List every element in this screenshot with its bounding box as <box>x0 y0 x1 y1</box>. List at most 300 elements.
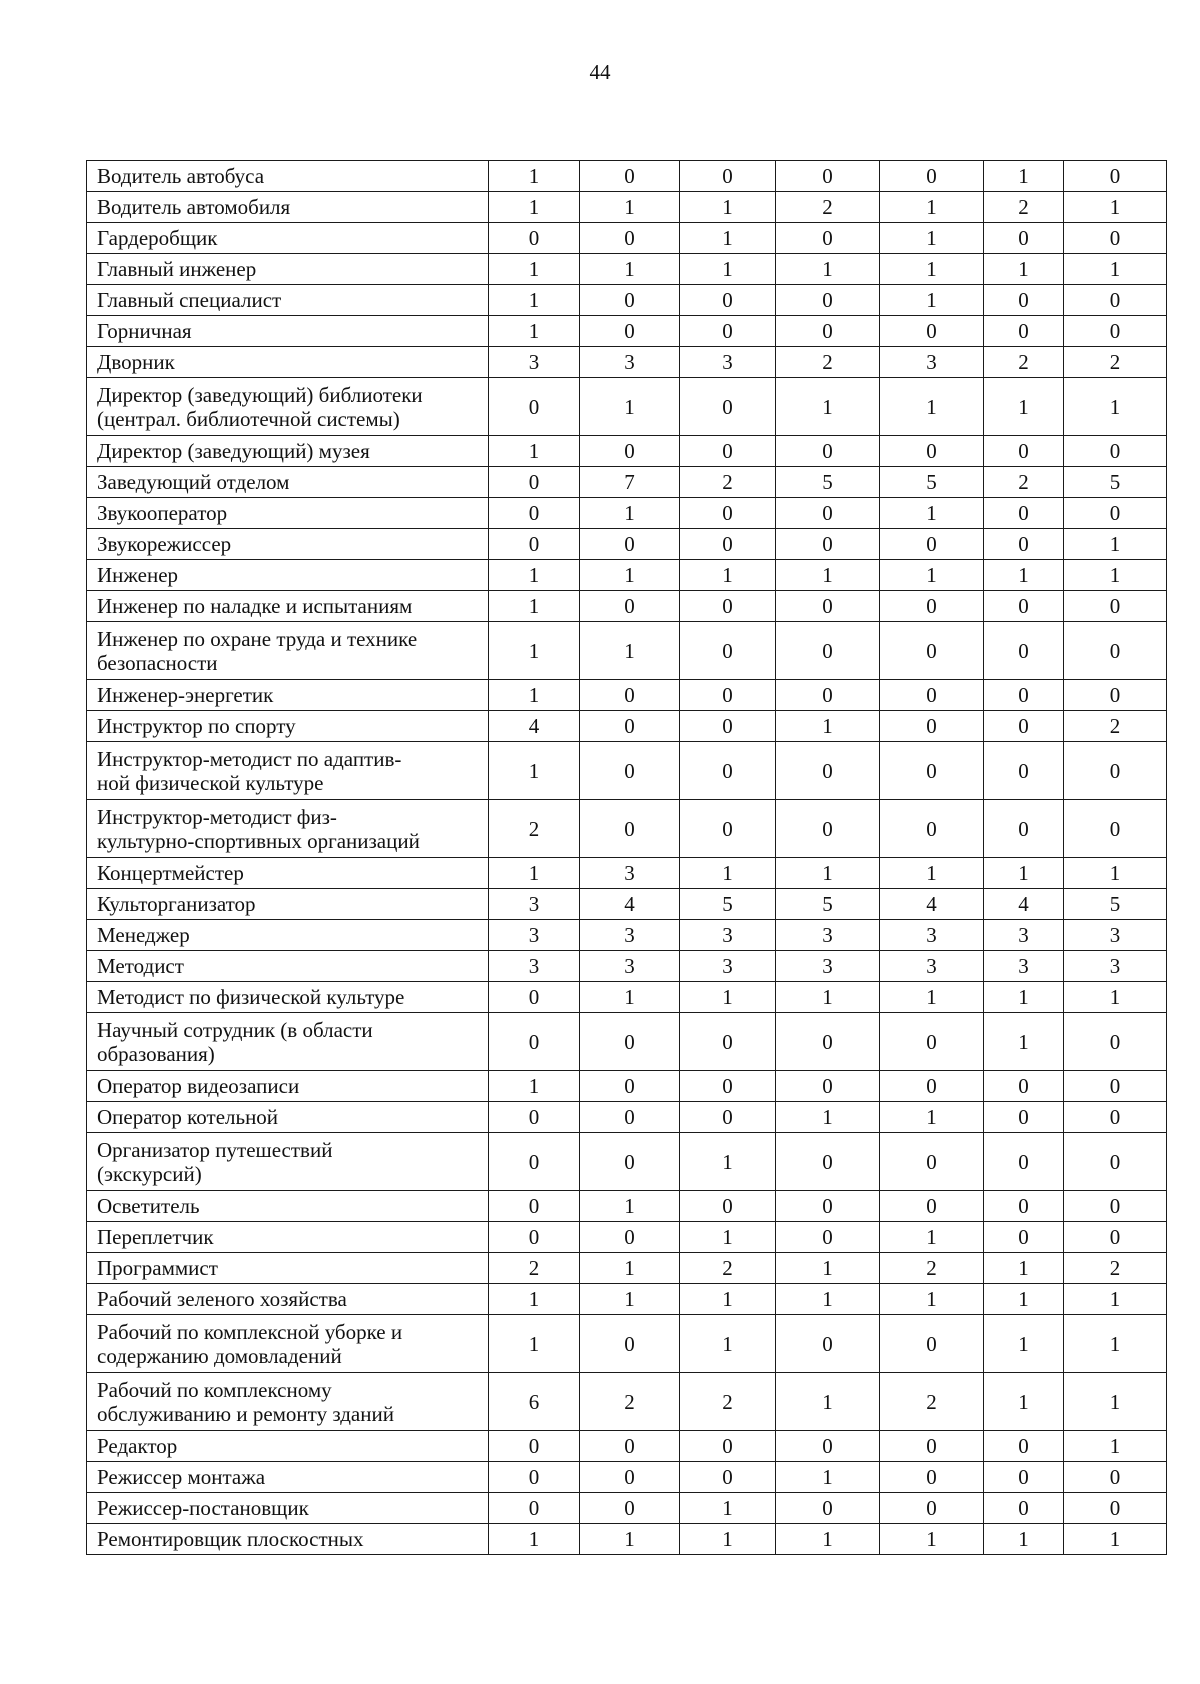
position-name-cell <box>87 347 489 378</box>
value-cell: 0 <box>776 1315 880 1373</box>
value-cell: 0 <box>880 1013 984 1071</box>
value-cell: 4 <box>880 889 984 920</box>
position-name-line: Звукооператор <box>97 501 228 525</box>
value-cell: 1 <box>580 378 680 436</box>
position-name-cell <box>87 1524 489 1555</box>
value-cell: 0 <box>984 316 1064 347</box>
table-row <box>87 378 1167 436</box>
value-cell: 0 <box>680 800 776 858</box>
value-cell: 0 <box>1064 161 1167 192</box>
value-cell: 0 <box>776 800 880 858</box>
value-cell: 1 <box>580 560 680 591</box>
page-number: 44 <box>589 60 611 84</box>
value-cell: 0 <box>1064 591 1167 622</box>
value-cell: 3 <box>580 347 680 378</box>
position-name-line: Рабочий по комплексному <box>97 1377 332 1402</box>
position-name-line: Горничная <box>97 319 192 343</box>
position-name-line: Осветитель <box>97 1194 200 1218</box>
value-cell: 1 <box>489 680 580 711</box>
value-cell: 3 <box>680 347 776 378</box>
value-cell: 0 <box>880 1462 984 1493</box>
value-cell: 0 <box>1064 622 1167 680</box>
value-cell: 1 <box>580 1524 680 1555</box>
value-cell: 0 <box>580 1071 680 1102</box>
position-name-line: Главный специалист <box>97 288 282 312</box>
value-cell: 1 <box>580 1253 680 1284</box>
value-cell: 0 <box>776 591 880 622</box>
position-name-line: Организатор путешествий <box>97 1137 333 1162</box>
value-cell: 3 <box>880 920 984 951</box>
position-name-line: Дворник <box>97 350 175 374</box>
value-cell: 0 <box>580 436 680 467</box>
position-name-line: Водитель автомобиля <box>97 195 291 219</box>
value-cell: 0 <box>1064 1222 1167 1253</box>
value-cell: 0 <box>680 680 776 711</box>
value-cell: 5 <box>1064 467 1167 498</box>
value-cell: 1 <box>880 378 984 436</box>
value-cell: 0 <box>580 316 680 347</box>
value-cell: 1 <box>680 254 776 285</box>
value-cell: 0 <box>1064 436 1167 467</box>
value-cell: 0 <box>580 711 680 742</box>
value-cell: 1 <box>984 254 1064 285</box>
position-name-cell <box>87 858 489 889</box>
position-name-cell <box>87 223 489 254</box>
value-cell: 1 <box>1064 1315 1167 1373</box>
value-cell: 3 <box>489 920 580 951</box>
value-cell: 3 <box>984 920 1064 951</box>
value-cell: 0 <box>880 622 984 680</box>
value-cell: 5 <box>776 889 880 920</box>
position-name-line: Инженер-энергетик <box>97 683 274 707</box>
table-row <box>87 711 1167 742</box>
value-cell: 1 <box>984 1524 1064 1555</box>
table-row <box>87 436 1167 467</box>
value-cell: 0 <box>680 622 776 680</box>
value-cell: 1 <box>984 1253 1064 1284</box>
value-cell: 0 <box>880 742 984 800</box>
position-name-cell <box>87 1431 489 1462</box>
value-cell: 0 <box>680 711 776 742</box>
value-cell: 0 <box>580 529 680 560</box>
table-row <box>87 254 1167 285</box>
table-row <box>87 560 1167 591</box>
position-name-cell <box>87 1493 489 1524</box>
value-cell: 3 <box>776 920 880 951</box>
position-name-line: Водитель автобуса <box>97 164 265 188</box>
value-cell: 0 <box>880 1315 984 1373</box>
value-cell: 1 <box>580 498 680 529</box>
position-name-cell <box>87 1315 489 1373</box>
position-name-line: (экскурсий) <box>97 1161 202 1186</box>
value-cell: 0 <box>776 1222 880 1253</box>
value-cell: 0 <box>984 1191 1064 1222</box>
value-cell: 1 <box>776 254 880 285</box>
value-cell: 1 <box>880 1524 984 1555</box>
table-row <box>87 1462 1167 1493</box>
value-cell: 1 <box>680 1315 776 1373</box>
position-name-line: ной физической культуре <box>97 770 324 795</box>
value-cell: 0 <box>1064 1462 1167 1493</box>
value-cell: 1 <box>1064 1524 1167 1555</box>
value-cell: 0 <box>984 742 1064 800</box>
value-cell: 0 <box>1064 1133 1167 1191</box>
position-name-cell <box>87 316 489 347</box>
value-cell: 2 <box>984 467 1064 498</box>
position-name-line: Культорганизатор <box>97 892 256 916</box>
position-name-cell <box>87 285 489 316</box>
value-cell: 0 <box>880 711 984 742</box>
value-cell: 1 <box>984 1315 1064 1373</box>
position-name-line: Менеджер <box>97 923 190 947</box>
value-cell: 0 <box>984 436 1064 467</box>
value-cell: 0 <box>880 529 984 560</box>
value-cell: 0 <box>880 800 984 858</box>
value-cell: 1 <box>489 858 580 889</box>
value-cell: 1 <box>880 560 984 591</box>
value-cell: 1 <box>1064 192 1167 223</box>
position-name-cell <box>87 1102 489 1133</box>
value-cell: 0 <box>776 680 880 711</box>
value-cell: 0 <box>1064 742 1167 800</box>
value-cell: 0 <box>984 529 1064 560</box>
value-cell: 0 <box>580 800 680 858</box>
position-name-line: Инженер по охране труда и технике <box>97 626 418 651</box>
position-name-cell <box>87 591 489 622</box>
value-cell: 0 <box>880 1071 984 1102</box>
position-name-cell <box>87 192 489 223</box>
value-cell: 1 <box>580 1191 680 1222</box>
position-name-line: обслуживанию и ремонту зданий <box>97 1401 394 1426</box>
value-cell: 0 <box>984 800 1064 858</box>
value-cell: 1 <box>776 1253 880 1284</box>
value-cell: 2 <box>489 800 580 858</box>
value-cell: 0 <box>680 161 776 192</box>
value-cell: 3 <box>880 347 984 378</box>
value-cell: 0 <box>984 1071 1064 1102</box>
position-name-line: культурно-спортивных организаций <box>97 828 420 853</box>
value-cell: 0 <box>1064 285 1167 316</box>
value-cell: 3 <box>984 951 1064 982</box>
value-cell: 1 <box>489 622 580 680</box>
position-name-line: Ремонтировщик плоскостных <box>97 1527 364 1551</box>
position-name-line: Научный сотрудник (в области <box>97 1017 373 1042</box>
value-cell: 0 <box>776 529 880 560</box>
value-cell: 0 <box>984 680 1064 711</box>
value-cell: 1 <box>776 858 880 889</box>
value-cell: 7 <box>580 467 680 498</box>
value-cell: 0 <box>580 223 680 254</box>
value-cell: 0 <box>680 1013 776 1071</box>
value-cell: 2 <box>880 1373 984 1431</box>
position-name-cell <box>87 1462 489 1493</box>
value-cell: 0 <box>680 591 776 622</box>
value-cell: 1 <box>880 982 984 1013</box>
value-cell: 1 <box>680 1284 776 1315</box>
value-cell: 0 <box>489 1493 580 1524</box>
position-name-cell <box>87 467 489 498</box>
value-cell: 1 <box>984 560 1064 591</box>
value-cell: 0 <box>880 1493 984 1524</box>
table-row <box>87 529 1167 560</box>
value-cell: 0 <box>680 378 776 436</box>
position-name-line: Редактор <box>97 1434 178 1458</box>
position-name-cell <box>87 1133 489 1191</box>
value-cell: 2 <box>776 192 880 223</box>
value-cell: 0 <box>1064 1071 1167 1102</box>
position-name-cell <box>87 742 489 800</box>
value-cell: 3 <box>776 951 880 982</box>
value-cell: 1 <box>776 711 880 742</box>
value-cell: 1 <box>984 858 1064 889</box>
value-cell: 1 <box>984 1373 1064 1431</box>
value-cell: 0 <box>580 1431 680 1462</box>
value-cell: 1 <box>1064 1431 1167 1462</box>
value-cell: 1 <box>776 378 880 436</box>
value-cell: 0 <box>776 1431 880 1462</box>
value-cell: 0 <box>880 1133 984 1191</box>
value-cell: 1 <box>489 1071 580 1102</box>
value-cell: 1 <box>489 560 580 591</box>
value-cell: 5 <box>776 467 880 498</box>
value-cell: 0 <box>680 1102 776 1133</box>
value-cell: 1 <box>880 858 984 889</box>
value-cell: 1 <box>580 192 680 223</box>
value-cell: 1 <box>1064 560 1167 591</box>
value-cell: 1 <box>489 436 580 467</box>
position-name-line: Директор (заведующий) музея <box>97 439 370 463</box>
position-name-cell <box>87 800 489 858</box>
value-cell: 1 <box>680 858 776 889</box>
value-cell: 1 <box>984 1013 1064 1071</box>
position-name-cell <box>87 436 489 467</box>
value-cell: 1 <box>984 378 1064 436</box>
value-cell: 1 <box>680 1524 776 1555</box>
value-cell: 1 <box>489 316 580 347</box>
table-row <box>87 858 1167 889</box>
table-row <box>87 467 1167 498</box>
value-cell: 3 <box>580 858 680 889</box>
value-cell: 0 <box>1064 1191 1167 1222</box>
value-cell: 0 <box>776 1013 880 1071</box>
value-cell: 0 <box>580 1462 680 1493</box>
value-cell: 0 <box>489 1222 580 1253</box>
position-name-line: Рабочий по комплексной уборке и <box>97 1319 403 1344</box>
value-cell: 0 <box>489 1191 580 1222</box>
value-cell: 1 <box>680 1493 776 1524</box>
position-name-line: Режиссер монтажа <box>97 1465 266 1489</box>
value-cell: 1 <box>776 982 880 1013</box>
value-cell: 1 <box>489 254 580 285</box>
table-row <box>87 889 1167 920</box>
value-cell: 0 <box>680 742 776 800</box>
value-cell: 2 <box>984 192 1064 223</box>
value-cell: 1 <box>880 1102 984 1133</box>
value-cell: 3 <box>489 347 580 378</box>
position-name-line: Инструктор по спорту <box>97 714 296 738</box>
position-name-line: Инструктор-методист по адаптив- <box>97 746 402 771</box>
value-cell: 0 <box>680 316 776 347</box>
position-name-line: Директор (заведующий) библиотеки <box>97 382 423 407</box>
value-cell: 0 <box>680 1431 776 1462</box>
value-cell: 0 <box>489 1431 580 1462</box>
value-cell: 0 <box>580 1493 680 1524</box>
position-name-line: Инженер <box>97 563 179 587</box>
value-cell: 4 <box>580 889 680 920</box>
value-cell: 0 <box>776 498 880 529</box>
table-row <box>87 1222 1167 1253</box>
value-cell: 0 <box>680 1191 776 1222</box>
position-name-cell <box>87 711 489 742</box>
table-row <box>87 316 1167 347</box>
value-cell: 3 <box>880 951 984 982</box>
value-cell: 1 <box>1064 378 1167 436</box>
value-cell: 1 <box>680 1133 776 1191</box>
value-cell: 2 <box>680 467 776 498</box>
position-name-cell <box>87 889 489 920</box>
table-row <box>87 800 1167 858</box>
table-row <box>87 680 1167 711</box>
value-cell: 0 <box>489 982 580 1013</box>
position-name-cell <box>87 529 489 560</box>
value-cell: 1 <box>489 1315 580 1373</box>
value-cell: 2 <box>776 347 880 378</box>
position-name-cell <box>87 1253 489 1284</box>
position-name-line: Инструктор-методист физ- <box>97 804 337 829</box>
position-name-cell <box>87 1284 489 1315</box>
position-name-line: Инженер по наладке и испытаниям <box>97 594 413 618</box>
table-row <box>87 192 1167 223</box>
value-cell: 2 <box>880 1253 984 1284</box>
value-cell: 1 <box>880 285 984 316</box>
value-cell: 1 <box>880 1284 984 1315</box>
table-row <box>87 1191 1167 1222</box>
position-name-cell <box>87 920 489 951</box>
value-cell: 0 <box>1064 1102 1167 1133</box>
value-cell: 0 <box>984 711 1064 742</box>
value-cell: 0 <box>984 223 1064 254</box>
value-cell: 0 <box>984 622 1064 680</box>
value-cell: 1 <box>880 1222 984 1253</box>
staff-table <box>86 160 1167 1555</box>
value-cell: 1 <box>489 1284 580 1315</box>
value-cell: 0 <box>1064 1013 1167 1071</box>
value-cell: 0 <box>489 529 580 560</box>
value-cell: 0 <box>984 1431 1064 1462</box>
value-cell: 0 <box>489 1133 580 1191</box>
position-name-line: Методист по физической культуре <box>97 985 405 1009</box>
value-cell: 3 <box>680 951 776 982</box>
value-cell: 1 <box>776 560 880 591</box>
position-name-line: Рабочий зеленого хозяйства <box>97 1287 347 1311</box>
value-cell: 0 <box>580 1102 680 1133</box>
value-cell: 1 <box>984 982 1064 1013</box>
value-cell: 0 <box>680 1071 776 1102</box>
position-name-cell <box>87 1191 489 1222</box>
position-name-cell <box>87 378 489 436</box>
value-cell: 0 <box>680 436 776 467</box>
table-row <box>87 223 1167 254</box>
value-cell: 0 <box>580 285 680 316</box>
value-cell: 2 <box>680 1373 776 1431</box>
value-cell: 3 <box>1064 951 1167 982</box>
position-name-line: Главный инженер <box>97 257 257 281</box>
value-cell: 1 <box>489 285 580 316</box>
value-cell: 2 <box>489 1253 580 1284</box>
value-cell: 0 <box>489 378 580 436</box>
value-cell: 1 <box>1064 982 1167 1013</box>
position-name-cell <box>87 1013 489 1071</box>
value-cell: 1 <box>984 161 1064 192</box>
value-cell: 1 <box>984 1284 1064 1315</box>
value-cell: 3 <box>580 951 680 982</box>
value-cell: 1 <box>489 192 580 223</box>
value-cell: 1 <box>1064 1284 1167 1315</box>
value-cell: 0 <box>880 680 984 711</box>
position-name-cell <box>87 254 489 285</box>
value-cell: 3 <box>680 920 776 951</box>
value-cell: 3 <box>580 920 680 951</box>
value-cell: 2 <box>1064 347 1167 378</box>
value-cell: 1 <box>880 192 984 223</box>
table-row <box>87 1493 1167 1524</box>
value-cell: 0 <box>1064 800 1167 858</box>
value-cell: 0 <box>776 1191 880 1222</box>
position-name-line: Гардеробщик <box>97 226 218 250</box>
value-cell: 1 <box>580 622 680 680</box>
value-cell: 0 <box>776 223 880 254</box>
table-row <box>87 498 1167 529</box>
value-cell: 1 <box>776 1524 880 1555</box>
value-cell: 1 <box>489 161 580 192</box>
value-cell: 6 <box>489 1373 580 1431</box>
value-cell: 0 <box>984 498 1064 529</box>
value-cell: 1 <box>880 498 984 529</box>
position-name-line: Методист <box>97 954 184 978</box>
value-cell: 0 <box>489 1013 580 1071</box>
position-name-line: Звукорежиссер <box>97 532 232 556</box>
value-cell: 1 <box>680 1222 776 1253</box>
value-cell: 0 <box>880 316 984 347</box>
value-cell: 0 <box>580 680 680 711</box>
value-cell: 0 <box>984 591 1064 622</box>
value-cell: 0 <box>580 742 680 800</box>
position-name-line: Переплетчик <box>97 1225 214 1249</box>
value-cell: 0 <box>880 1191 984 1222</box>
table-row <box>87 1373 1167 1431</box>
value-cell: 1 <box>489 1524 580 1555</box>
table-row <box>87 285 1167 316</box>
value-cell: 0 <box>580 1315 680 1373</box>
value-cell: 1 <box>1064 858 1167 889</box>
position-name-line: образования) <box>97 1041 215 1066</box>
value-cell: 0 <box>776 1133 880 1191</box>
position-name-cell <box>87 951 489 982</box>
position-name-line: Оператор видеозаписи <box>97 1074 300 1098</box>
value-cell: 5 <box>1064 889 1167 920</box>
table-row <box>87 920 1167 951</box>
value-cell: 0 <box>580 161 680 192</box>
value-cell: 0 <box>984 1462 1064 1493</box>
position-name-cell <box>87 622 489 680</box>
position-name-line: Концертмейстер <box>97 861 244 885</box>
value-cell: 0 <box>776 161 880 192</box>
table-row <box>87 1315 1167 1373</box>
value-cell: 0 <box>680 529 776 560</box>
value-cell: 1 <box>580 1284 680 1315</box>
value-cell: 2 <box>680 1253 776 1284</box>
value-cell: 1 <box>880 254 984 285</box>
